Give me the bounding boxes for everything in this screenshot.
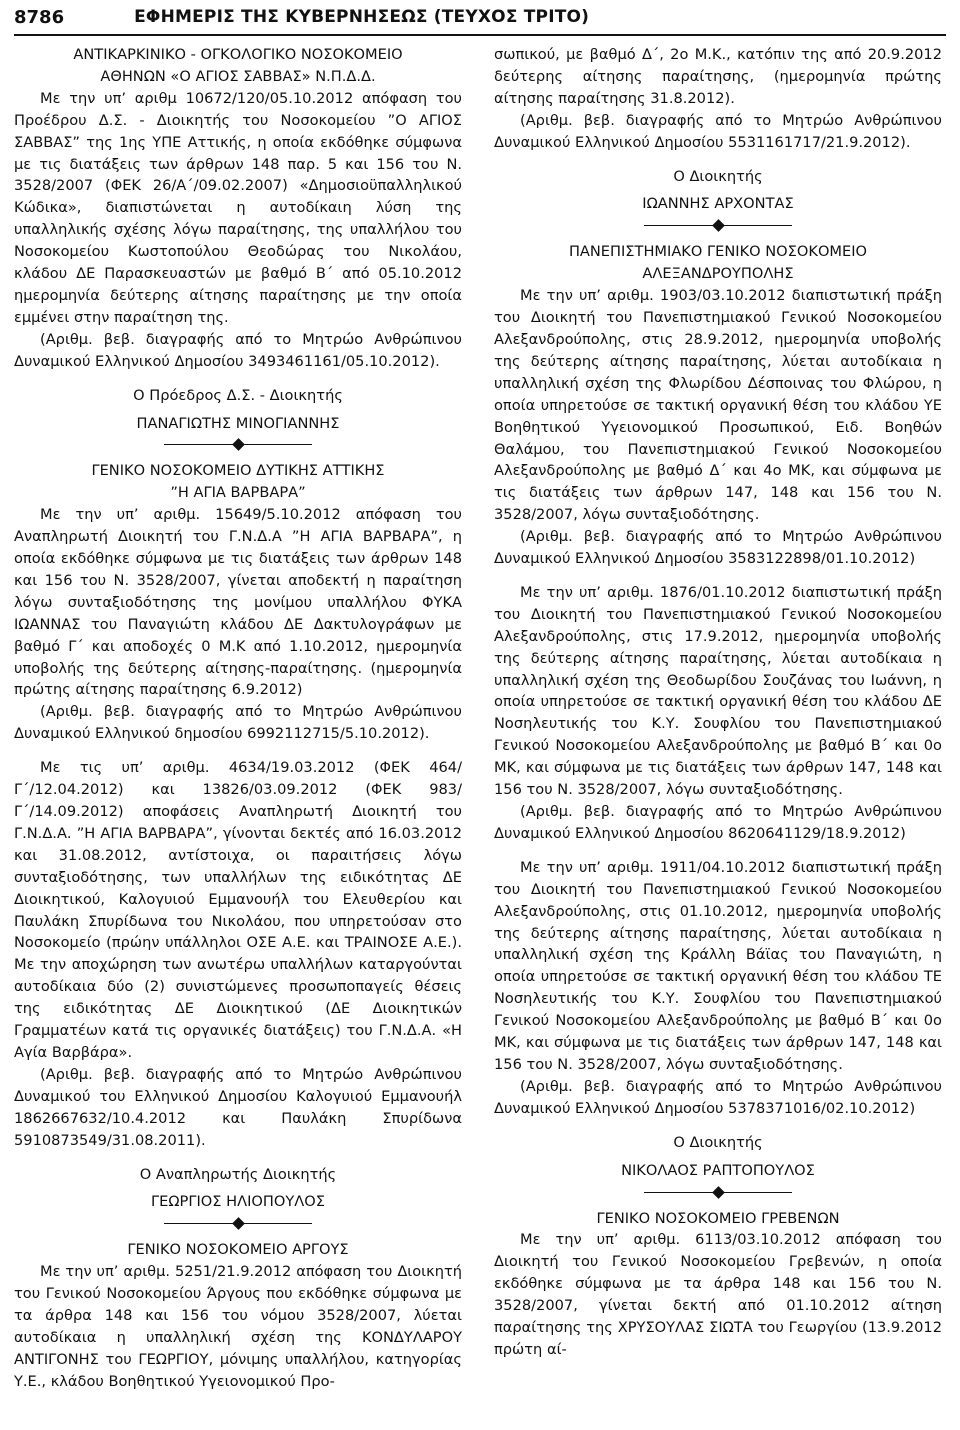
section-heading: ΓΕΝΙΚΟ ΝΟΣΟΚΟΜΕΙΟ ΓΡΕΒΕΝΩΝ (596, 1209, 840, 1227)
page-header (14, 0, 946, 36)
paragraph: Με την υπ’ αριθμ. 1911/04.10.2012 διαπιστωτική πράξη του Διοικητή του Πανεπιστημιακού Γενικού Νοσοκομείου Αλεξανδρούπολης, στις 01.10.2012, ημερομηνία υποβολής της δεύτερης αίτησης παραίτησης, λύεται αυτοδίκαια η υπαλληλική σχέση της Κράλλη Βάϊας του Παναγιώτη, η οποία υπηρετούσε σε τακτική οργανική θέση του κλάδου ΤΕ Νοσηλευτικής του Κ.Υ. Σουφλίου του Πανεπιστημιακού Γενικού Νοσοκομείου Αλεξανδρούπολης με βαθμό Β΄ και 0ο ΜΚ, και σύμφωνα με τις διατάξεις των άρθρων 147, 148 και 156 του Ν. 3528/2007, λόγω συνταξιοδότησης. (494, 858, 942, 1073)
paragraph: Με την υπ’ αριθμ. 15649/5.10.2012 απόφαση του Αναπληρωτή Διοικητή του Γ.Ν.Δ.Α ”Η ΑΓΙΑ ΒΑΡΒΑΡΑ”, η οποία εκδόθηκε σύμφωνα με τις διατάξεις των άρθρων 148 και 156 του Ν. 3528/2007, γίνεται αποδεκτή η παραίτηση λόγω συνταξιοδότησης της μονίμου υπαλλήλου ΦΥΚΑ ΙΩΑΝΝΑΣ του Παναγιώτη κλάδου ΔΕ Δακτυλογράφων με βαθμό Γ΄ και αποδοχές 0 Μ.Κ από 1.10.2012, ημερομηνία υποβολής της δεύτερης αίτησης-παραίτησης. (ημερομηνία πρώτης αίτησης παραίτησης 6.9.2012) (14, 506, 462, 699)
signatory-name: ΓΕΩΡΓΙΟΣ ΗΛΙΟΠΟΥΛΟΣ (151, 1193, 325, 1211)
paragraph: Με την υπ’ αριθμ. 1903/03.10.2012 διαπιστωτική πράξη του Διοικητή του Πανεπιστημιακού Γενικού Νοσοκομείου Αλεξανδρούπολης, στις 28.9.2012, ημερομηνία υποβολής της δεύτερης αίτησης παραίτησης, λύεται αυτοδίκαια η υπαλληλική σχέση της Φλωρίδου Δέσποινας του Φλώρου, η οποία υπηρετούσε σε τακτική οργανική θέση του κλάδου ΥΕ Βοηθητικού Υγειονομικού Προσωπικού, Ειδ. Βοηθών Θαλάμου, του Πανεπιστημιακού Γενικού Νοσοκομείου Αλεξανδρούπολης με βαθμό Δ΄ και 4ο ΜΚ, και σύμφωνα με τις διατάξεις των άρθρων 147, 148 και 156 του Ν. 3528/2007, λόγω συνταξιοδότησης. (494, 287, 942, 524)
section-heading: ΑΝΤΙΚΑΡΚΙΝΙΚΟ - ΟΓΚΟΛΟΓΙΚΟ ΝΟΣΟΚΟΜΕΙΟ (73, 46, 403, 63)
section-heading: ΓΕΝΙΚΟ ΝΟΣΟΚΟΜΕΙΟ ΔΥΤΙΚΗΣ ΑΤΤΙΚΗΣ (91, 462, 385, 480)
paragraph: Με τις υπ’ αριθμ. 4634/19.03.2012 (ΦΕΚ 464/Γ΄/12.04.2012) και 13826/03.09.2012 (ΦΕΚ 983/Γ΄/14.09.2012) αποφάσεις Αναπληρωτή Διοικητή του Γ.Ν.Δ.Α. ”Η ΑΓΙΑ ΒΑΡΒΑΡΑ”, γίνονται δεκτές από 16.03.2012 και 31.08.2012, αντίστοιχα, οι παραιτήσεις λόγω συνταξιοδότησης, των υπαλλήλων της ειδικότητας ΔΕ Διοικητικού, Καλογυιού Εμμανουήλ του Ελευθερίου και Παυλάκη Σπυρίδωνα του Νικολάου, που υπηρετούσαν στο Νοσοκομείο (πρώην υπάλληλοι ΟΣΕ Α.Ε. και ΤΡΑΙΝΟΣΕ Α.Ε.). Με την αποχώρηση των ανωτέρω υπαλλήλων καταργούνται αυτοδίκαια δύο (2) συνιστώμενες προσωποπαγείς θέσεις της ειδικότητας ΔΕ Διοικητικού (ΔΕ Διοικητικών Γραμματέων κατά τις οργανικές διατάξεις) του Γ.Ν.Δ.Α. «Η Αγία Βαρβάρα». (14, 759, 462, 1061)
section-heading: ΠΑΝΕΠΙΣΤΗΜΙΑΚΟ ΓΕΝΙΚΟ ΝΟΣΟΚΟΜΕΙΟ (568, 243, 868, 261)
signatory-name: ΝΙΚΟΛΑΟΣ ΡΑΠΤΟΠΟΥΛΟΣ (621, 1161, 815, 1179)
signatory-name: ΙΩΑΝΝΗΣ ΑΡΧΟΝΤΑΣ (642, 195, 794, 213)
paragraph: (Αριθμ. βεβ. διαγραφής από το Μητρώο Ανθρώπινου Δυναμικού Ελληνικού δημοσίου 6992112715/5.10.2012). (14, 703, 462, 743)
left-column (14, 44, 462, 1393)
section-separator (14, 1217, 462, 1231)
paragraph: (Αριθμ. βεβ. διαγραφής από το Μητρώο Ανθρώπινου Δυναμικού Ελληνικού Δημοσίου 5531161717/21.9.2012). (494, 111, 942, 151)
right-column (494, 44, 942, 1361)
signatory-role: Ο Αναπληρωτής Διοικητής (139, 1165, 337, 1183)
page-number: 8786 (14, 6, 65, 28)
paragraph: (Αριθμ. βεβ. διαγραφής από το Μητρώο Ανθρώπινου Δυναμικού Ελληνικού Δημοσίου 5378371016/02.10.2012) (494, 1077, 942, 1117)
paragraph: (Αριθμ. βεβ. διαγραφής από το Μητρώο Ανθρώπινου Δυναμικού Ελληνικού Δημοσίου 3493461161/05.10.2012). (14, 330, 462, 370)
section-heading: ΑΘΗΝΩΝ «Ο ΑΓΙΟΣ ΣΑΒΒΑΣ» Ν.Π.Δ.Δ. (100, 67, 376, 85)
signatory-role: Ο Διοικητής (673, 167, 763, 185)
paragraph: Με την υπ’ αριθμ. 5251/21.9.2012 απόφαση του Διοικητή του Γενικού Νοσοκομείου Άργους που εκδόθηκε σύμφωνα με τα άρθρα 148 και 156 του νόμου 3528/2007, λύεται αυτοδίκαια η υπαλληλική σχέση της ΚΟΝΔΥΛΑΡΟΥ ΑΝΤΙΓΟΝΗΣ του ΓΕΩΡΓΙΟΥ, μόνιμης υπαλλήλου, κατηγορίας Υ.Ε., κλάδου Βοηθητικού Υγειονομικού Προ- (14, 1263, 462, 1390)
diamond-icon (712, 219, 725, 232)
section-heading: ΓΕΝΙΚΟ ΝΟΣΟΚΟΜΕΙΟ ΑΡΓΟΥΣ (127, 1241, 349, 1259)
diamond-icon (232, 439, 245, 452)
signatory-role: Ο Διοικητής (673, 1133, 763, 1151)
section-separator (494, 219, 942, 233)
paragraph: Με την υπ’ αριθμ 10672/120/05.10.2012 απόφαση του Προέδρου Δ.Σ. - Διοικητής του Νοσοκομείου ”Ο ΑΓΙΟΣ ΣΑΒΒΑΣ” της 1ης ΥΠΕ Αττικής, η οποία εκδόθηκε σύμφωνα με τις διατάξεις των άρθρων 148 παρ. 5 και 156 του Ν. 3528/2007 (ΦΕΚ 26/Α΄/09.02.2007) «Δημοσιοϋπαλληλικού Κώδικα», διαπιστώνεται η αυτοδίκαιη λύση της υπαλληλικής σχέσης λόγω παραίτησης, της υπαλλήλου του Νοσοκομείου Κωστοπούλου Θεοδώρας του Νικολάου, κλάδου ΔΕ Παρασκευαστών με βαθμό Β΄ από 05.10.2012 ημερομηνία δεύτερης αίτησης παραίτησης με την οποία εμμένει στην παραίτηση της. (14, 89, 462, 326)
diamond-icon (712, 1186, 725, 1199)
paragraph: Με την υπ’ αριθμ. 1876/01.10.2012 διαπιστωτική πράξη του Διοικητή του Πανεπιστημιακού Γενικού Νοσοκομείου Αλεξανδρούπολης, στις 17.9.2012, ημερομηνία υποβολής της δεύτερης αίτησης παραίτησης, λύεται αυτοδίκαια η υπαλληλική σχέση της Θεοδωρίδου Σουζάνας του Ιωάννη, η οποία υπηρετούσε σε τακτική οργανική θέση του κλάδου ΔΕ Νοσηλευτικής του Κ.Υ. Σουφλίου του Πανεπιστημιακού Γενικού Νοσοκομείου Αλεξανδρούπολης με βαθμό Β΄ και 0ο ΜΚ, και σύμφωνα με τις διατάξεις των άρθρων 147, 148 και 156 του Ν. 3528/2007, λόγω συνταξιοδότησης. (494, 583, 942, 799)
section-separator (14, 438, 462, 452)
paragraph: σωπικού, με βαθμό Δ΄, 2ο Μ.Κ., κατόπιν της από 20.9.2012 δεύτερης αίτησης παραίτησης, (ημερομηνία πρώτης αίτησης παραίτησης 31.8.2012). (494, 46, 942, 107)
paragraph: Με την υπ’ αριθμ. 6113/03.10.2012 απόφαση του Διοικητή του Γενικού Νοσοκομείου Γρεβενών, η οποία εκδόθηκε σύμφωνα με τα άρθρα 148 και 156 του Ν. 3528/2007, γίνεται δεκτή από 01.10.2012 αίτηση παραίτησης της ΧΡΥΣΟΥΛΑΣ ΣΙΩΤΑ του Γεωργίου (13.9.2012 πρώτη αί- (494, 1231, 942, 1358)
signatory-role: Ο Πρόεδρος Δ.Σ. - Διοικητής (133, 386, 343, 404)
section-heading: ΑΛΕΞΑΝΔΡΟΥΠΟΛΗΣ (642, 265, 794, 283)
diamond-icon (232, 1217, 245, 1230)
section-heading: ”Η ΑΓΙΑ ΒΑΡΒΑΡΑ” (170, 484, 306, 502)
paragraph: (Αριθμ. βεβ. διαγραφής από το Μητρώο Ανθρώπινου Δυναμικού Ελληνικού Δημοσίου 3583122898/01.10.2012) (494, 528, 942, 568)
paragraph: (Αριθμ. βεβ. διαγραφής από το Μητρώο Ανθρώπινου Δυναμικού του Ελληνικού Δημοσίου Καλογυιού Εμμανουήλ 1862667632/10.4.2012 και Παυλάκη Σπυρίδωνα 5910873549/31.08.2011). (14, 1065, 462, 1149)
signatory-name: ΠΑΝΑΓΙΩΤΗΣ ΜΙΝΟΓΙΑΝΝΗΣ (136, 414, 340, 432)
section-separator (494, 1186, 942, 1200)
paragraph: (Αριθμ. βεβ. διαγραφής από το Μητρώο Ανθρώπινου Δυναμικού Ελληνικού Δημοσίου 8620641129/18.9.2012) (494, 803, 942, 842)
gazette-title: ΕΦΗΜΕΡΙΣ ΤΗΣ ΚΥΒΕΡΝΗΣΕΩΣ (ΤΕΥΧΟΣ ΤΡΙΤΟ) (134, 7, 590, 27)
